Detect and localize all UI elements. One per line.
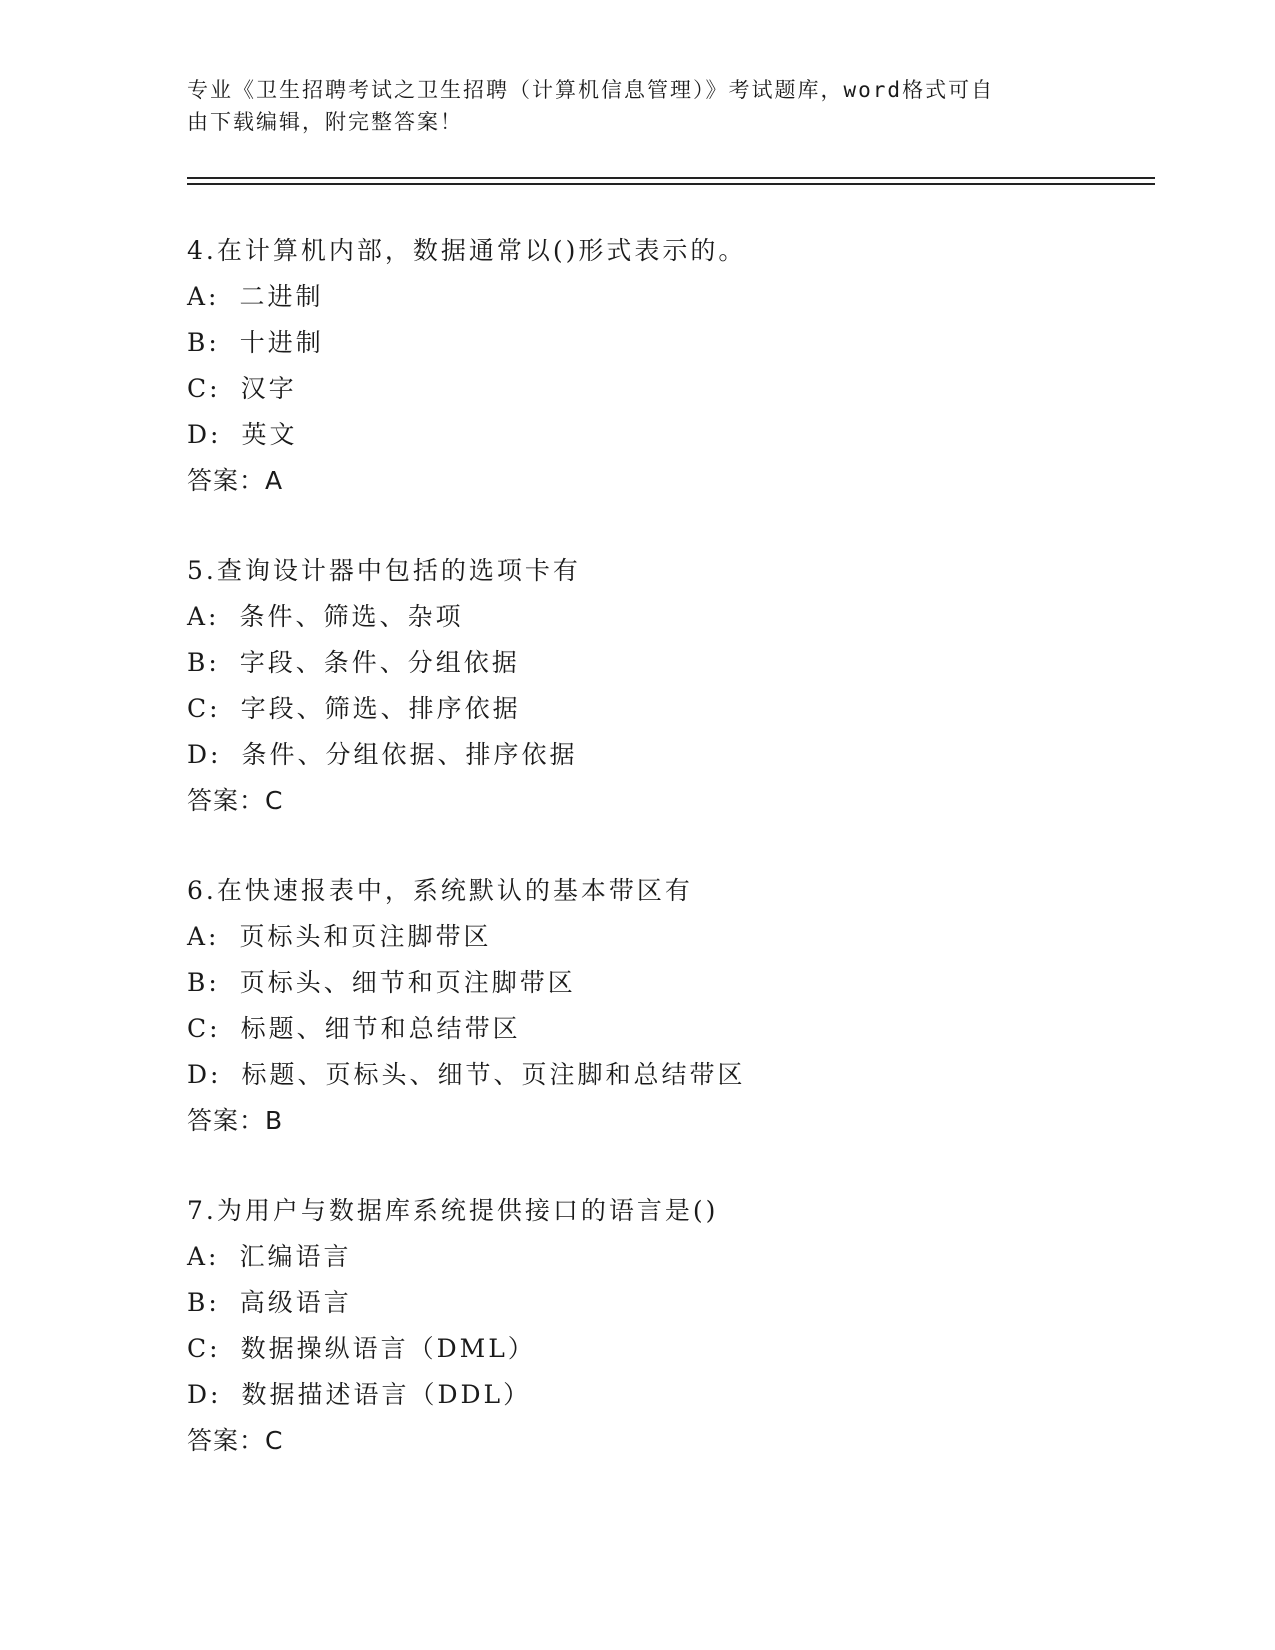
option-text: 页标头和页注脚带区 [239,922,492,951]
option-text: 英文 [241,420,298,449]
header-divider-bottom [187,183,1155,185]
option-letter: A: [187,602,220,631]
document-header [187,74,1067,138]
option-letter: A: [187,1242,220,1271]
question-block [187,868,1147,1144]
option-letter: C: [187,374,221,403]
answer-line: 答案：C [187,786,284,815]
option-a [187,594,1147,640]
option-letter: C: [187,1334,221,1363]
option-text: 数据描述语言（DDL） [241,1380,532,1409]
option-d [187,412,1147,458]
option-text: 字段、条件、分组依据 [239,648,520,677]
answer-line: 答案：A [187,466,284,495]
option-c [187,686,1147,732]
option-text: 汉字 [240,374,297,403]
question-stem: 6.在快速报表中，系统默认的基本带区有 [187,876,693,905]
option-c [187,1326,1147,1372]
option-letter: A: [187,922,220,951]
option-d [187,1052,1147,1098]
answer-line: 答案：C [187,1426,284,1455]
header-divider-top [187,177,1155,179]
option-text: 高级语言 [239,1288,352,1317]
option-text: 条件、筛选、杂项 [239,602,464,631]
option-text: 字段、筛选、排序依据 [240,694,521,723]
question-block [187,1188,1147,1464]
option-a [187,274,1147,320]
option-letter: D: [187,420,222,449]
option-text: 二进制 [239,282,324,311]
header-line-2: 由下载编辑，附完整答案！ [187,110,463,134]
option-a [187,1234,1147,1280]
option-letter: D: [187,1060,222,1089]
question-stem: 4.在计算机内部，数据通常以()形式表示的。 [187,236,747,265]
option-text: 标题、细节和总结带区 [240,1014,521,1043]
option-c [187,1006,1147,1052]
option-b [187,640,1147,686]
option-a [187,914,1147,960]
option-letter: A: [187,282,220,311]
option-text: 标题、页标头、细节、页注脚和总结带区 [241,1060,746,1089]
option-text: 汇编语言 [239,1242,352,1271]
option-letter: B: [187,968,220,997]
option-text: 十进制 [239,328,324,357]
option-b [187,320,1147,366]
option-letter: D: [187,740,222,769]
option-b [187,960,1147,1006]
option-letter: C: [187,1014,221,1043]
question-stem: 7.为用户与数据库系统提供接口的语言是() [187,1196,719,1225]
option-text: 条件、分组依据、排序依据 [241,740,578,769]
option-d [187,1372,1147,1418]
question-stem: 5.查询设计器中包括的选项卡有 [187,556,581,585]
option-d [187,732,1147,778]
option-letter: B: [187,648,220,677]
answer-line: 答案：B [187,1106,284,1135]
option-letter: B: [187,1288,220,1317]
option-letter: C: [187,694,221,723]
question-block [187,548,1147,824]
option-letter: B: [187,328,220,357]
option-letter: D: [187,1380,222,1409]
option-c [187,366,1147,412]
header-line-1: 专业《卫生招聘考试之卫生招聘（计算机信息管理）》考试题库，word格式可自 [187,78,995,102]
question-block [187,228,1147,504]
option-text: 页标头、细节和页注脚带区 [239,968,576,997]
option-text: 数据操纵语言（DML） [240,1334,536,1363]
option-b [187,1280,1147,1326]
